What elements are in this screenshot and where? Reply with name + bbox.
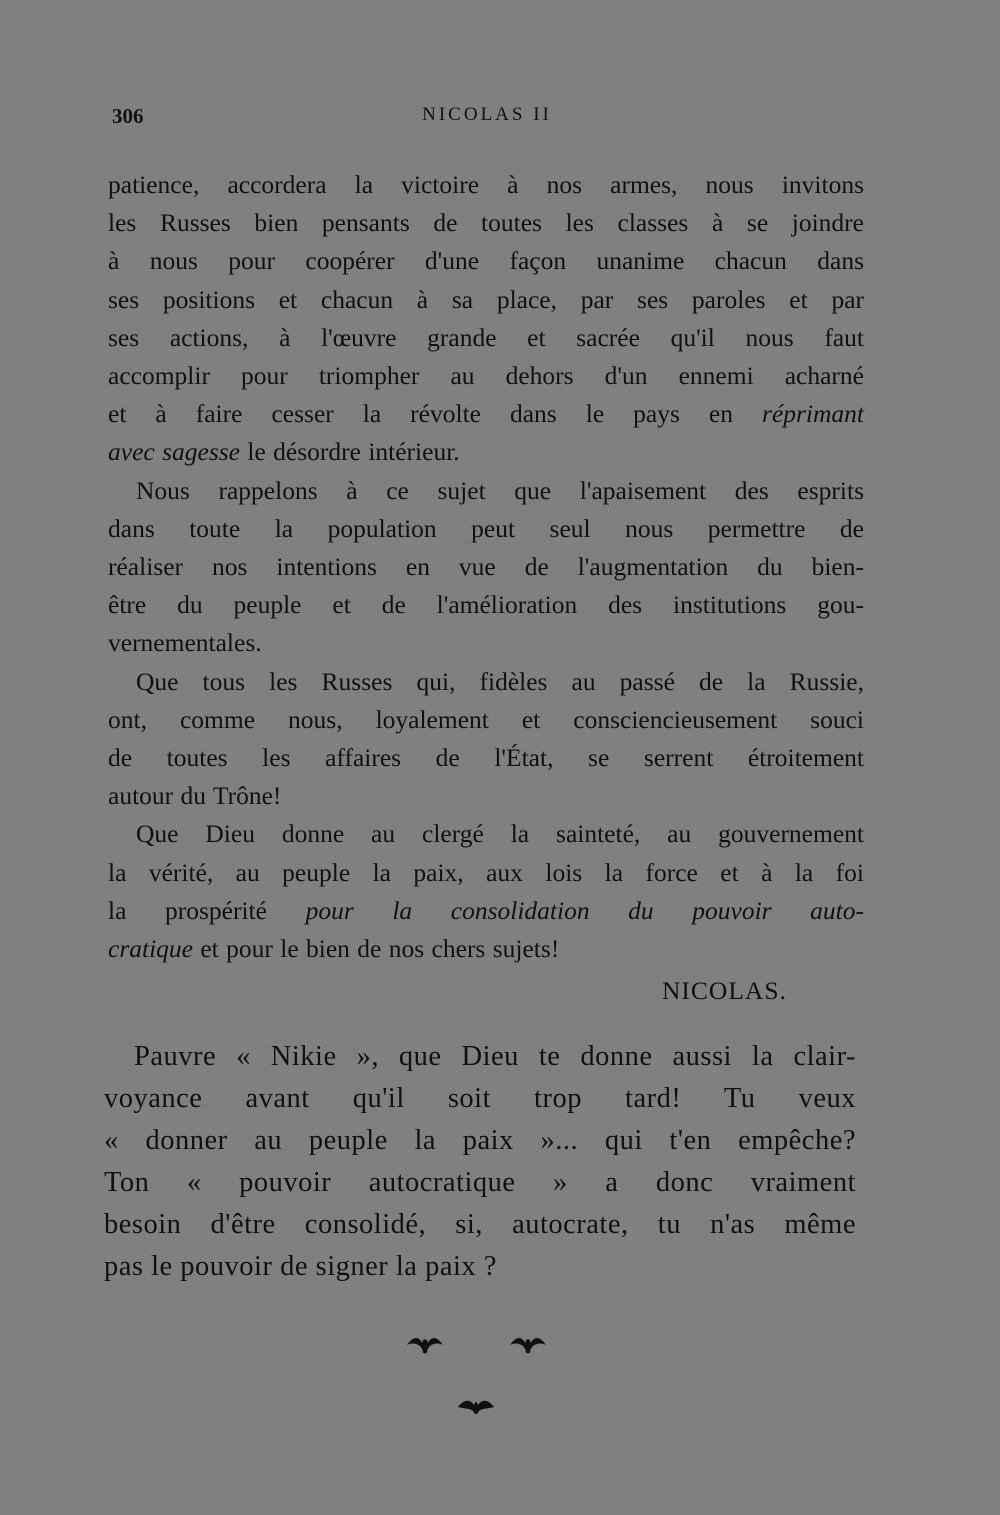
text-line: dans toute la population peut seul nous permettre de (108, 513, 864, 543)
running-title: NICOLAS II (422, 104, 552, 125)
text-line: la prospérité pour la consolidation du pouvoir auto- (108, 895, 865, 925)
text-line: ses positions et chacun à sa place, par ses paroles et par (108, 284, 864, 314)
fleuron-icon (405, 1334, 445, 1356)
italic-text: avec sagesse (108, 437, 240, 467)
italic-text: pour la consolidation du pouvoir auto- (305, 895, 865, 925)
text-line: pas le pouvoir de signer la paix ? (104, 1251, 497, 1282)
text-line: réaliser nos intentions en vue de l'augmentation du bien- (108, 552, 864, 582)
text-line: besoin d'être consolidé, si, autocrate, tu n'as même (104, 1209, 856, 1240)
signature: NICOLAS. (662, 976, 787, 1005)
text-line: Pauvre « Nikie », que Dieu te donne aussi la clair- (134, 1041, 856, 1072)
text-line: patience, accordera la victoire à nos armes, nous invitons (108, 170, 864, 199)
paragraph-1 (108, 166, 864, 472)
page-header (112, 104, 862, 134)
text-line: à nous pour coopérer d'une façon unanime chacun dans (108, 246, 864, 276)
paragraph-2 (108, 472, 864, 663)
page-number: 306 (112, 104, 144, 128)
paragraph-3 (108, 663, 864, 816)
text-line: et à faire cesser la révolte dans le pays en réprimant (108, 399, 865, 429)
text-line: Ton « pouvoir autocratique » a donc vraiment (104, 1167, 856, 1198)
author-comment (104, 1036, 856, 1288)
text-line: voyance avant qu'il soit trop tard! Tu veux (104, 1083, 856, 1114)
italic-text: cratique (108, 934, 193, 964)
text-line: la vérité, au peuple la paix, aux lois la force et à la foi (108, 857, 864, 887)
text-line: Que tous les Russes qui, fidèles au passé de la Russie, (136, 666, 864, 696)
body-text (108, 166, 864, 968)
text-line: vernementales. (108, 628, 262, 658)
text-line: autour du Trône! (108, 781, 282, 811)
text-line: avec sagesse le désordre intérieur. (108, 437, 460, 467)
text-line: Que Dieu donne au clergé la sainteté, au gouvernement (136, 819, 864, 849)
fleuron-icon (456, 1396, 496, 1418)
text-line: « donner au peuple la paix »... qui t'en empêche? (104, 1125, 856, 1156)
italic-text: réprimant (762, 399, 865, 429)
text-line: ses actions, à l'œuvre grande et sacrée qu'il nous faut (108, 322, 864, 352)
text-line: ont, comme nous, loyalement et consciencieusement souci (108, 704, 864, 734)
text-line: être du peuple et de l'amélioration des institutions gou- (108, 590, 864, 620)
ornament-group (0, 1330, 1000, 1430)
text-line: cratique et pour le bien de nos chers sujets! (108, 934, 560, 964)
text-line: Nous rappelons à ce sujet que l'apaisement des esprits (136, 475, 864, 505)
paragraph-4 (108, 815, 864, 968)
text-line: de toutes les affaires de l'État, se serrent étroitement (108, 743, 864, 773)
fleuron-icon (508, 1334, 548, 1356)
text-line: les Russes bien pensants de toutes les classes à se joindre (108, 208, 864, 238)
text-line: accomplir pour triompher au dehors d'un ennemi acharné (108, 361, 864, 391)
